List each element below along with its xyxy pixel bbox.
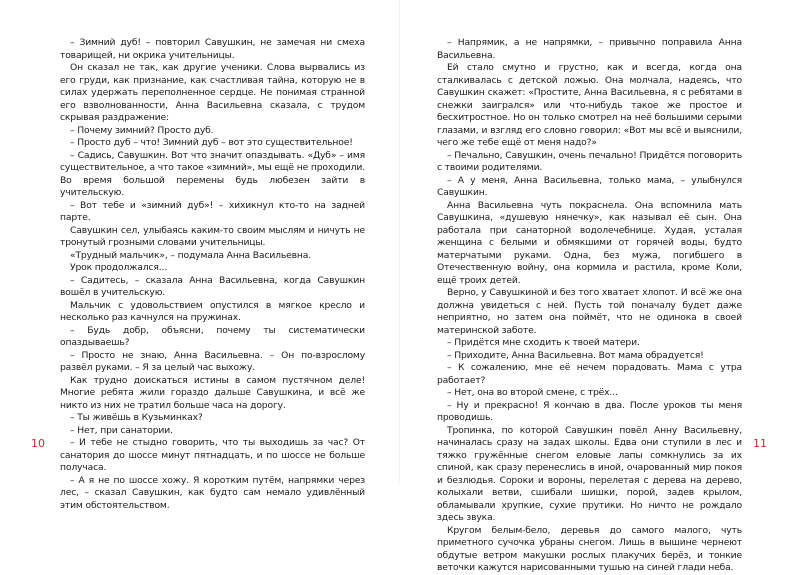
paragraph: Он сказал не так, как другие ученики. Слова вырвались из его груди, как признание, как счастливая тайна, которую не в силах удержать переполненное сердце. Не понимая странной его взволнованности, Анна Васильевна сказала, с трудом скрывая раздражение: bbox=[60, 62, 365, 123]
paragraph: – А у меня, Анна Васильевна, только мама, – улыбнулся Савушкин. bbox=[437, 174, 742, 198]
paragraph: – Нет, она во второй смене, с трёх... bbox=[447, 387, 618, 398]
right-text-column bbox=[437, 37, 742, 575]
paragraph: – Напрямик, а не напрямки, – привычно поправила Анна Васильевна. bbox=[437, 37, 742, 61]
paragraph: – Зимний дуб! – повторил Савушкин, не замечая ни смеха товарищей, ни окрика учительницы. bbox=[60, 37, 365, 61]
paragraph: – Вот тебе и «зимний дуб»! – хихикнул кто-то на задней парте. bbox=[60, 199, 365, 223]
paragraph: – Будь добр, объясни, почему ты систематически опаздываешь? bbox=[60, 324, 365, 348]
page-number-left: 10 bbox=[31, 437, 45, 450]
page-number-right: 11 bbox=[753, 437, 767, 450]
left-text-column bbox=[60, 37, 365, 512]
paragraph: – Садитесь, – сказала Анна Васильевна, когда Савушкин вошёл в учительскую. bbox=[60, 274, 365, 298]
paragraph: Мальчик с удовольствием опустился в мягкое кресло и несколько раз качнулся на пружинах. bbox=[60, 299, 365, 323]
left-page bbox=[0, 0, 400, 511]
paragraph: Как трудно доискаться истины в самом пустячном деле! Многие ребята жили гораздо дальше Савушкина, и всё же никто из них не тратил больше часа на дорогу. bbox=[60, 374, 365, 411]
paragraph: – Ну и прекрасно! Я кончаю в два. После уроков ты меня проводишь. bbox=[437, 399, 742, 423]
paragraph: – Просто не знаю, Анна Васильевна. – Он по-взрослому развёл руками. – Я за целый час выхожу. bbox=[60, 349, 365, 373]
right-page bbox=[400, 0, 800, 573]
paragraph: – Ты живёшь в Кузьминках? bbox=[70, 412, 203, 423]
paragraph: – А я не по шоссе хожу. Я коротким путём, напрямки через лес, – сказал Савушкин, как будто сам немало удивлённый этим обстоятельством. bbox=[60, 474, 365, 511]
paragraph: – Придётся мне сходить к твоей матери. bbox=[447, 337, 640, 348]
paragraph: Ей стало смутно и грустно, как и всегда, когда она сталкивалась с детской ложью. Она молчала, надеясь, что Савушкин скажет: «Простите, Анна Васильевна, я с ребятами в снежки заигрался» или что-нибудь такое же простое и бесхитростное. Но он только смотрел на неё большими серыми глазами, и взгляд его словно говорил: «Вот мы всё и выяснили, чего же тебе ещё от меня надо?» bbox=[437, 62, 742, 148]
paragraph: – Приходите, Анна Васильевна. Вот мама обрадуется! bbox=[447, 349, 704, 361]
paragraph: – Почему зимний? Просто дуб. bbox=[70, 124, 214, 136]
paragraph: Кругом белым-бело, деревья до самого малого, чуть приметного сучочка убраны снегом. Лишь в вышине чернеют обдутые ветром макушки рослых плакучих берёз, и тонкие веточки кажутся нарисованными тушью на синей глади неба. bbox=[437, 524, 742, 573]
paragraph: – И тебе не стыдно говорить, что ты выходишь за час? От санатория до шоссе минут пятнадцать, и по шоссе не больше получаса. bbox=[60, 437, 365, 473]
paragraph: – Нет, при санатории. bbox=[70, 424, 173, 436]
paragraph: – Просто дуб – что! Зимний дуб – вот это существительное! bbox=[70, 137, 353, 148]
paragraph: Верно, у Савушкиной и без того хватает хлопот. И всё же она должна увидеться с ней. Пусть той поначалу будет даже неприятно, но затем она поймёт, что не одинока в своей материнской заботе. bbox=[437, 287, 742, 336]
paragraph: Анна Васильевна чуть покраснела. Она вспомнила мать Савушкина, «душевую нянечку», как называл её сын. Она работала при санаторной водолечебнице. Худая, усталая женщина с белыми и обмякшими от горячей воды, будто матерчатыми руками. Одна, без мужа, погибшего в Отечественную войну, она кормила и растила, кроме Коли, ещё троих детей. bbox=[437, 199, 742, 286]
paragraph: – Печально, Савушкин, очень печально! Придётся поговорить с твоими родителями. bbox=[437, 149, 742, 173]
paragraph: – К сожалению, мне её нечем порадовать. Мама с утра работает? bbox=[437, 362, 742, 386]
paragraph: «Трудный мальчик», – подумала Анна Васильевна. bbox=[70, 249, 311, 261]
paragraph: Савушкин сел, улыбаясь каким-то своим мыслям и ничуть не тронутый грозными словами учительницы. bbox=[60, 224, 365, 248]
paragraph: – Садись, Савушкин. Вот что значит опаздывать. «Дуб» – имя существительное, а что такое «зимний», мы ещё не проходили. Во время большой перемены будь любезен зайти в учительскую. bbox=[60, 149, 365, 198]
paragraph: Урок продолжался... bbox=[70, 262, 168, 273]
paragraph: Тропинка, по которой Савушкин повёл Анну Васильевну, начиналась сразу на задах школы. Едва они ступили в лес и тяжко гружённые снегом еловые лапы сомкнулись за их спиной, как сразу перенеслись в иной, очарованный мир покоя и безлюдья. Сороки и вороны, перелетая с дерева на дерево, колыхали ветви, сшибали шишки, порой, задев крылом, обламывали хрупкие, сухие прутики. Но ничто не рождало здесь звука. bbox=[437, 424, 742, 523]
